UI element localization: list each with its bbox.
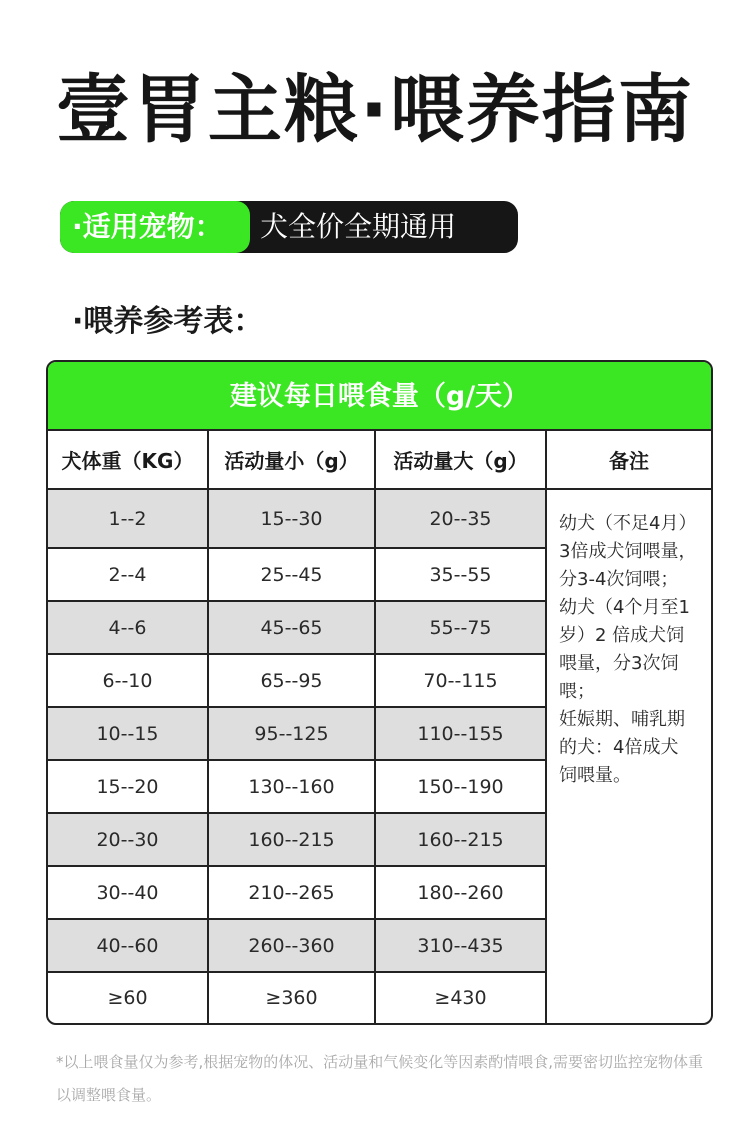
table-cell: 15--30 [209,490,376,549]
feeding-table [46,360,713,1025]
table-cell: 20--35 [376,490,547,549]
table-header-cell: 犬体重（KG） [48,431,209,490]
table-cell: 150--190 [376,761,547,814]
table-cell: 10--15 [48,708,209,761]
table-cell: 35--55 [376,549,547,602]
table-cell: 160--215 [209,814,376,867]
table-cell: 260--360 [209,920,376,973]
footnote: *以上喂食量仅为参考,根据宠物的体况、活动量和气候变化等因素酌情喂食,需要密切监控宠物体重以调整喂食量。 [56,1053,704,1104]
applicable-pet-banner [60,201,518,253]
table-header-cell: 活动量大（g） [376,431,547,490]
table-cell: 310--435 [376,920,547,973]
table-cell: 25--45 [209,549,376,602]
table-cell: 130--160 [209,761,376,814]
feeding-table-banner: 建议每日喂食量（g/天） [48,362,711,431]
table-cell: ≥60 [48,973,209,1023]
table-cell: ≥360 [209,973,376,1023]
table-cell: 55--75 [376,602,547,655]
table-cell: 110--155 [376,708,547,761]
applicable-pet-label: ·适用宠物： [60,201,250,253]
table-cell: 4--6 [48,602,209,655]
table-cell: 210--265 [209,867,376,920]
table-cell: 160--215 [376,814,547,867]
table-cell: 180--260 [376,867,547,920]
table-cell: 30--40 [48,867,209,920]
table-cell: 15--20 [48,761,209,814]
table-header-cell: 活动量小（g） [209,431,376,490]
table-cell: 70--115 [376,655,547,708]
table-header-cell: 备注 [547,431,711,490]
table-cell: 20--30 [48,814,209,867]
table-cell: 2--4 [48,549,209,602]
table-cell: 1--2 [48,490,209,549]
table-cell: ≥430 [376,973,547,1023]
table-cell: 65--95 [209,655,376,708]
table-cell: 6--10 [48,655,209,708]
table-cell: 40--60 [48,920,209,973]
table-cell: 45--65 [209,602,376,655]
page-title: 壹胃主粮·喂养指南 [55,67,695,153]
applicable-pet-value: 犬全价全期通用 [260,210,457,243]
remarks-cell: 幼犬（不足4月） 3倍成犬饲喂量， 分3-4次饲喂； 幼犬（4个月至1 岁）2 倍成犬饲 喂量，分3次饲 喂； 妊娠期、哺乳期 的犬：4倍成犬 饲喂量。 [559,513,697,786]
table-cell: 95--125 [209,708,376,761]
feeding-table-heading: ·喂养参考表： [72,304,264,339]
